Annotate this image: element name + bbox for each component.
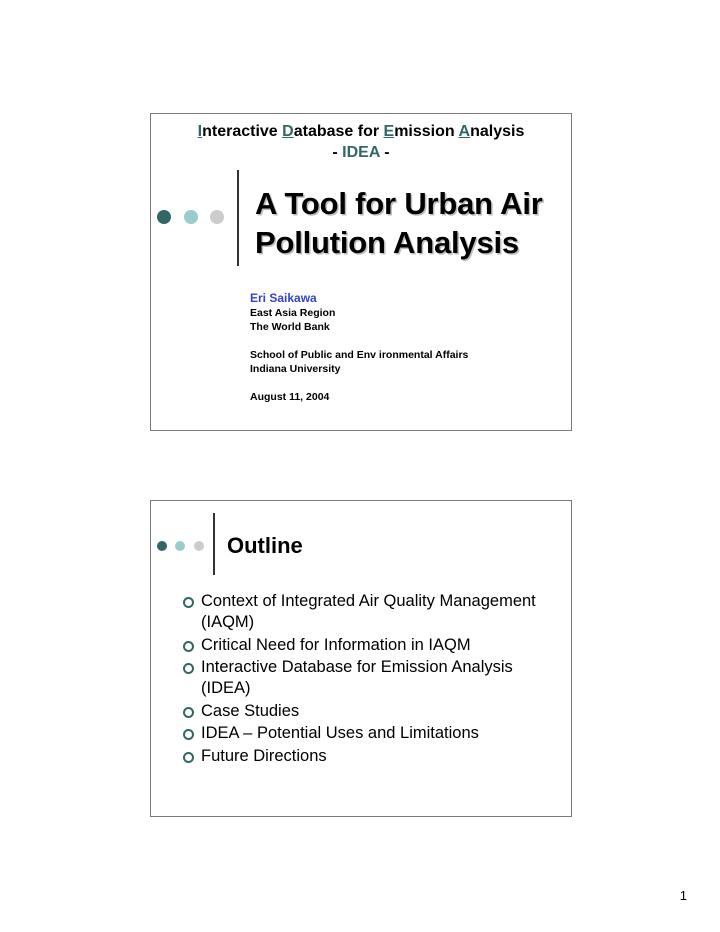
bullet-circle-icon bbox=[183, 641, 194, 652]
slide-subheader: - IDEA - bbox=[332, 144, 390, 161]
slide-header: Interactive Database for Emission Analysis bbox=[197, 123, 525, 140]
presentation-date: August 11, 2004 bbox=[250, 391, 330, 403]
decor-dot-dark bbox=[157, 210, 171, 224]
slide-title: A Tool for Urban Air Pollution Analysis bbox=[255, 186, 543, 260]
author-name: Eri Saikawa bbox=[250, 291, 317, 305]
list-item: Case Studies bbox=[183, 701, 563, 722]
list-item: Interactive Database for Emission Analysis (IDEA) bbox=[183, 657, 563, 699]
list-item: Critical Need for Information in IAQM bbox=[183, 635, 563, 656]
title-divider bbox=[237, 170, 239, 266]
page-number: 1 bbox=[679, 888, 687, 903]
title-divider bbox=[213, 513, 215, 575]
decor-dot-light bbox=[184, 210, 198, 224]
title-slide bbox=[150, 113, 572, 431]
author-block: Eri Saikawa East Asia Region The World Bank School of Public and Env ironmental Affairs Indiana University August 11, 2004 bbox=[250, 290, 570, 404]
bullet-circle-icon bbox=[183, 729, 194, 740]
bullet-circle-icon bbox=[183, 752, 194, 763]
decor-dot-gray bbox=[194, 541, 204, 551]
decor-dot-light bbox=[175, 541, 185, 551]
list-item: Context of Integrated Air Quality Management (IAQM) bbox=[183, 591, 563, 633]
bullet-circle-icon bbox=[183, 707, 194, 718]
outline-list bbox=[183, 591, 563, 768]
bullet-circle-icon bbox=[183, 663, 194, 674]
list-item: IDEA – Potential Uses and Limitations bbox=[183, 723, 563, 744]
outline-slide bbox=[150, 500, 572, 817]
list-item: Future Directions bbox=[183, 746, 563, 767]
outline-title: Outline bbox=[227, 533, 303, 558]
decor-dot-dark bbox=[157, 541, 167, 551]
bullet-circle-icon bbox=[183, 597, 194, 608]
decor-dot-gray bbox=[210, 210, 224, 224]
